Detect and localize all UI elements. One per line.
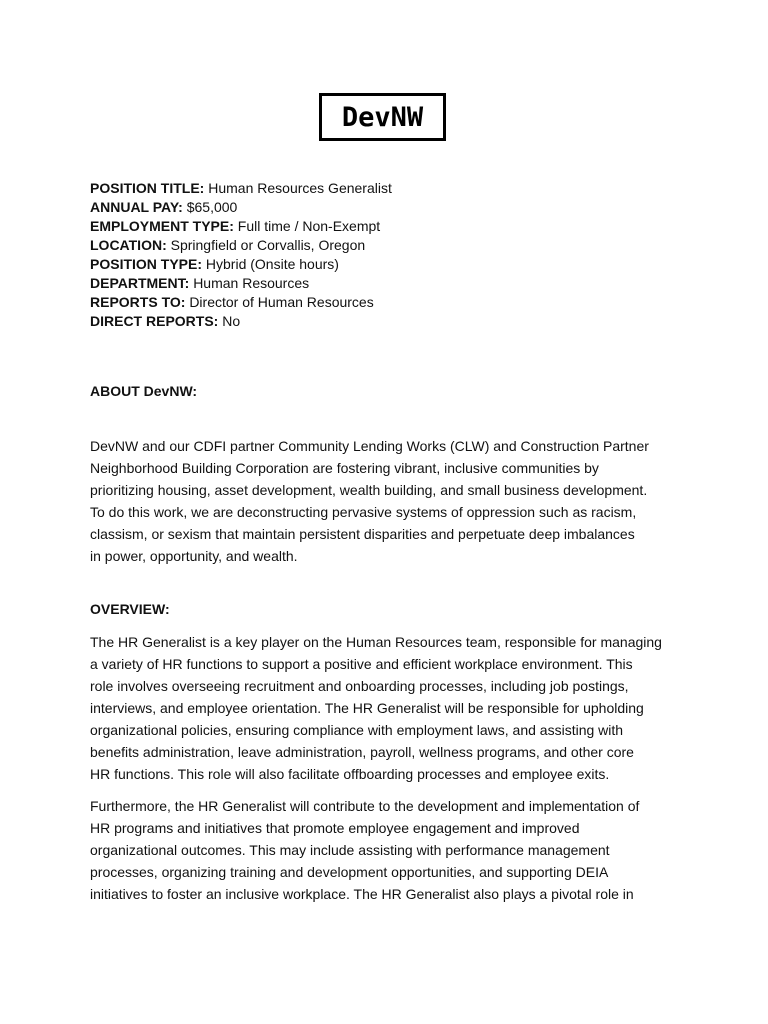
paragraph-line: initiatives to foster an inclusive workplace. The HR Generalist also plays a pivotal role in <box>90 886 634 902</box>
fact-label: REPORTS TO: <box>90 294 186 310</box>
fact-label: POSITION TYPE: <box>90 256 203 272</box>
paragraph-line: in power, opportunity, and wealth. <box>90 548 298 564</box>
paragraph-line: HR functions. This role will also facilitate offboarding processes and employee exits. <box>90 766 610 782</box>
fact-value: Full time / Non-Exempt <box>237 218 381 234</box>
fact-label: LOCATION: <box>90 237 167 253</box>
paragraph-line: Neighborhood Building Corporation are fostering vibrant, inclusive communities by <box>90 460 599 476</box>
paragraph-line: classism, or sexism that maintain persistent disparities and perpetuate deep imbalances <box>90 526 635 542</box>
fact-position-type <box>90 255 690 274</box>
paragraph-line: benefits administration, leave administration, payroll, wellness programs, and other core <box>90 744 634 760</box>
overview-paragraph-2 <box>90 795 690 905</box>
paragraph-line: prioritizing housing, asset development, wealth building, and small business development. <box>90 482 648 498</box>
paragraph-line: role involves overseeing recruitment and onboarding processes, including job postings, <box>90 678 629 694</box>
overview-heading: OVERVIEW: <box>90 601 170 617</box>
fact-label: POSITION TITLE: <box>90 180 205 196</box>
fact-value: Human Resources Generalist <box>208 180 392 196</box>
fact-value: Springfield or Corvallis, Oregon <box>170 237 366 253</box>
fact-label: EMPLOYMENT TYPE: <box>90 218 234 234</box>
fact-position-title <box>90 179 690 198</box>
devnw-logo <box>319 93 446 141</box>
fact-direct-reports <box>90 312 690 331</box>
paragraph-line: processes, organizing training and development opportunities, and supporting DEIA <box>90 864 609 880</box>
paragraph-line: a variety of HR functions to support a positive and efficient workplace environment. This <box>90 656 633 672</box>
paragraph-line: HR programs and initiatives that promote employee engagement and improved <box>90 820 580 836</box>
position-facts <box>90 179 690 331</box>
fact-annual-pay <box>90 198 690 217</box>
paragraph-line: Furthermore, the HR Generalist will contribute to the development and implementation of <box>90 798 640 814</box>
fact-value: No <box>222 313 241 329</box>
about-heading: ABOUT DevNW: <box>90 383 198 399</box>
paragraph-line: organizational policies, ensuring compliance with employment laws, and assisting with <box>90 722 624 738</box>
fact-value: Director of Human Resources <box>189 294 374 310</box>
logo-text: DevNW <box>341 101 424 133</box>
fact-employment-type <box>90 217 690 236</box>
fact-location <box>90 236 690 255</box>
fact-label: ANNUAL PAY: <box>90 199 183 215</box>
about-paragraph <box>90 435 690 567</box>
fact-label: DEPARTMENT: <box>90 275 190 291</box>
fact-value: Human Resources <box>193 275 310 291</box>
fact-reports-to <box>90 293 690 312</box>
fact-department <box>90 274 690 293</box>
fact-label: DIRECT REPORTS: <box>90 313 219 329</box>
paragraph-line: The HR Generalist is a key player on the Human Resources team, responsible for managing <box>90 634 662 650</box>
paragraph-line: interviews, and employee orientation. The HR Generalist will be responsible for upholding <box>90 700 644 716</box>
paragraph-line: DevNW and our CDFI partner Community Lending Works (CLW) and Construction Partner <box>90 438 649 454</box>
fact-value: $65,000 <box>186 199 238 215</box>
paragraph-line: To do this work, we are deconstructing pervasive systems of oppression such as racism, <box>90 504 637 520</box>
fact-value: Hybrid (Onsite hours) <box>205 256 339 272</box>
paragraph-line: organizational outcomes. This may include assisting with performance management <box>90 842 610 858</box>
overview-paragraph-1 <box>90 631 690 785</box>
